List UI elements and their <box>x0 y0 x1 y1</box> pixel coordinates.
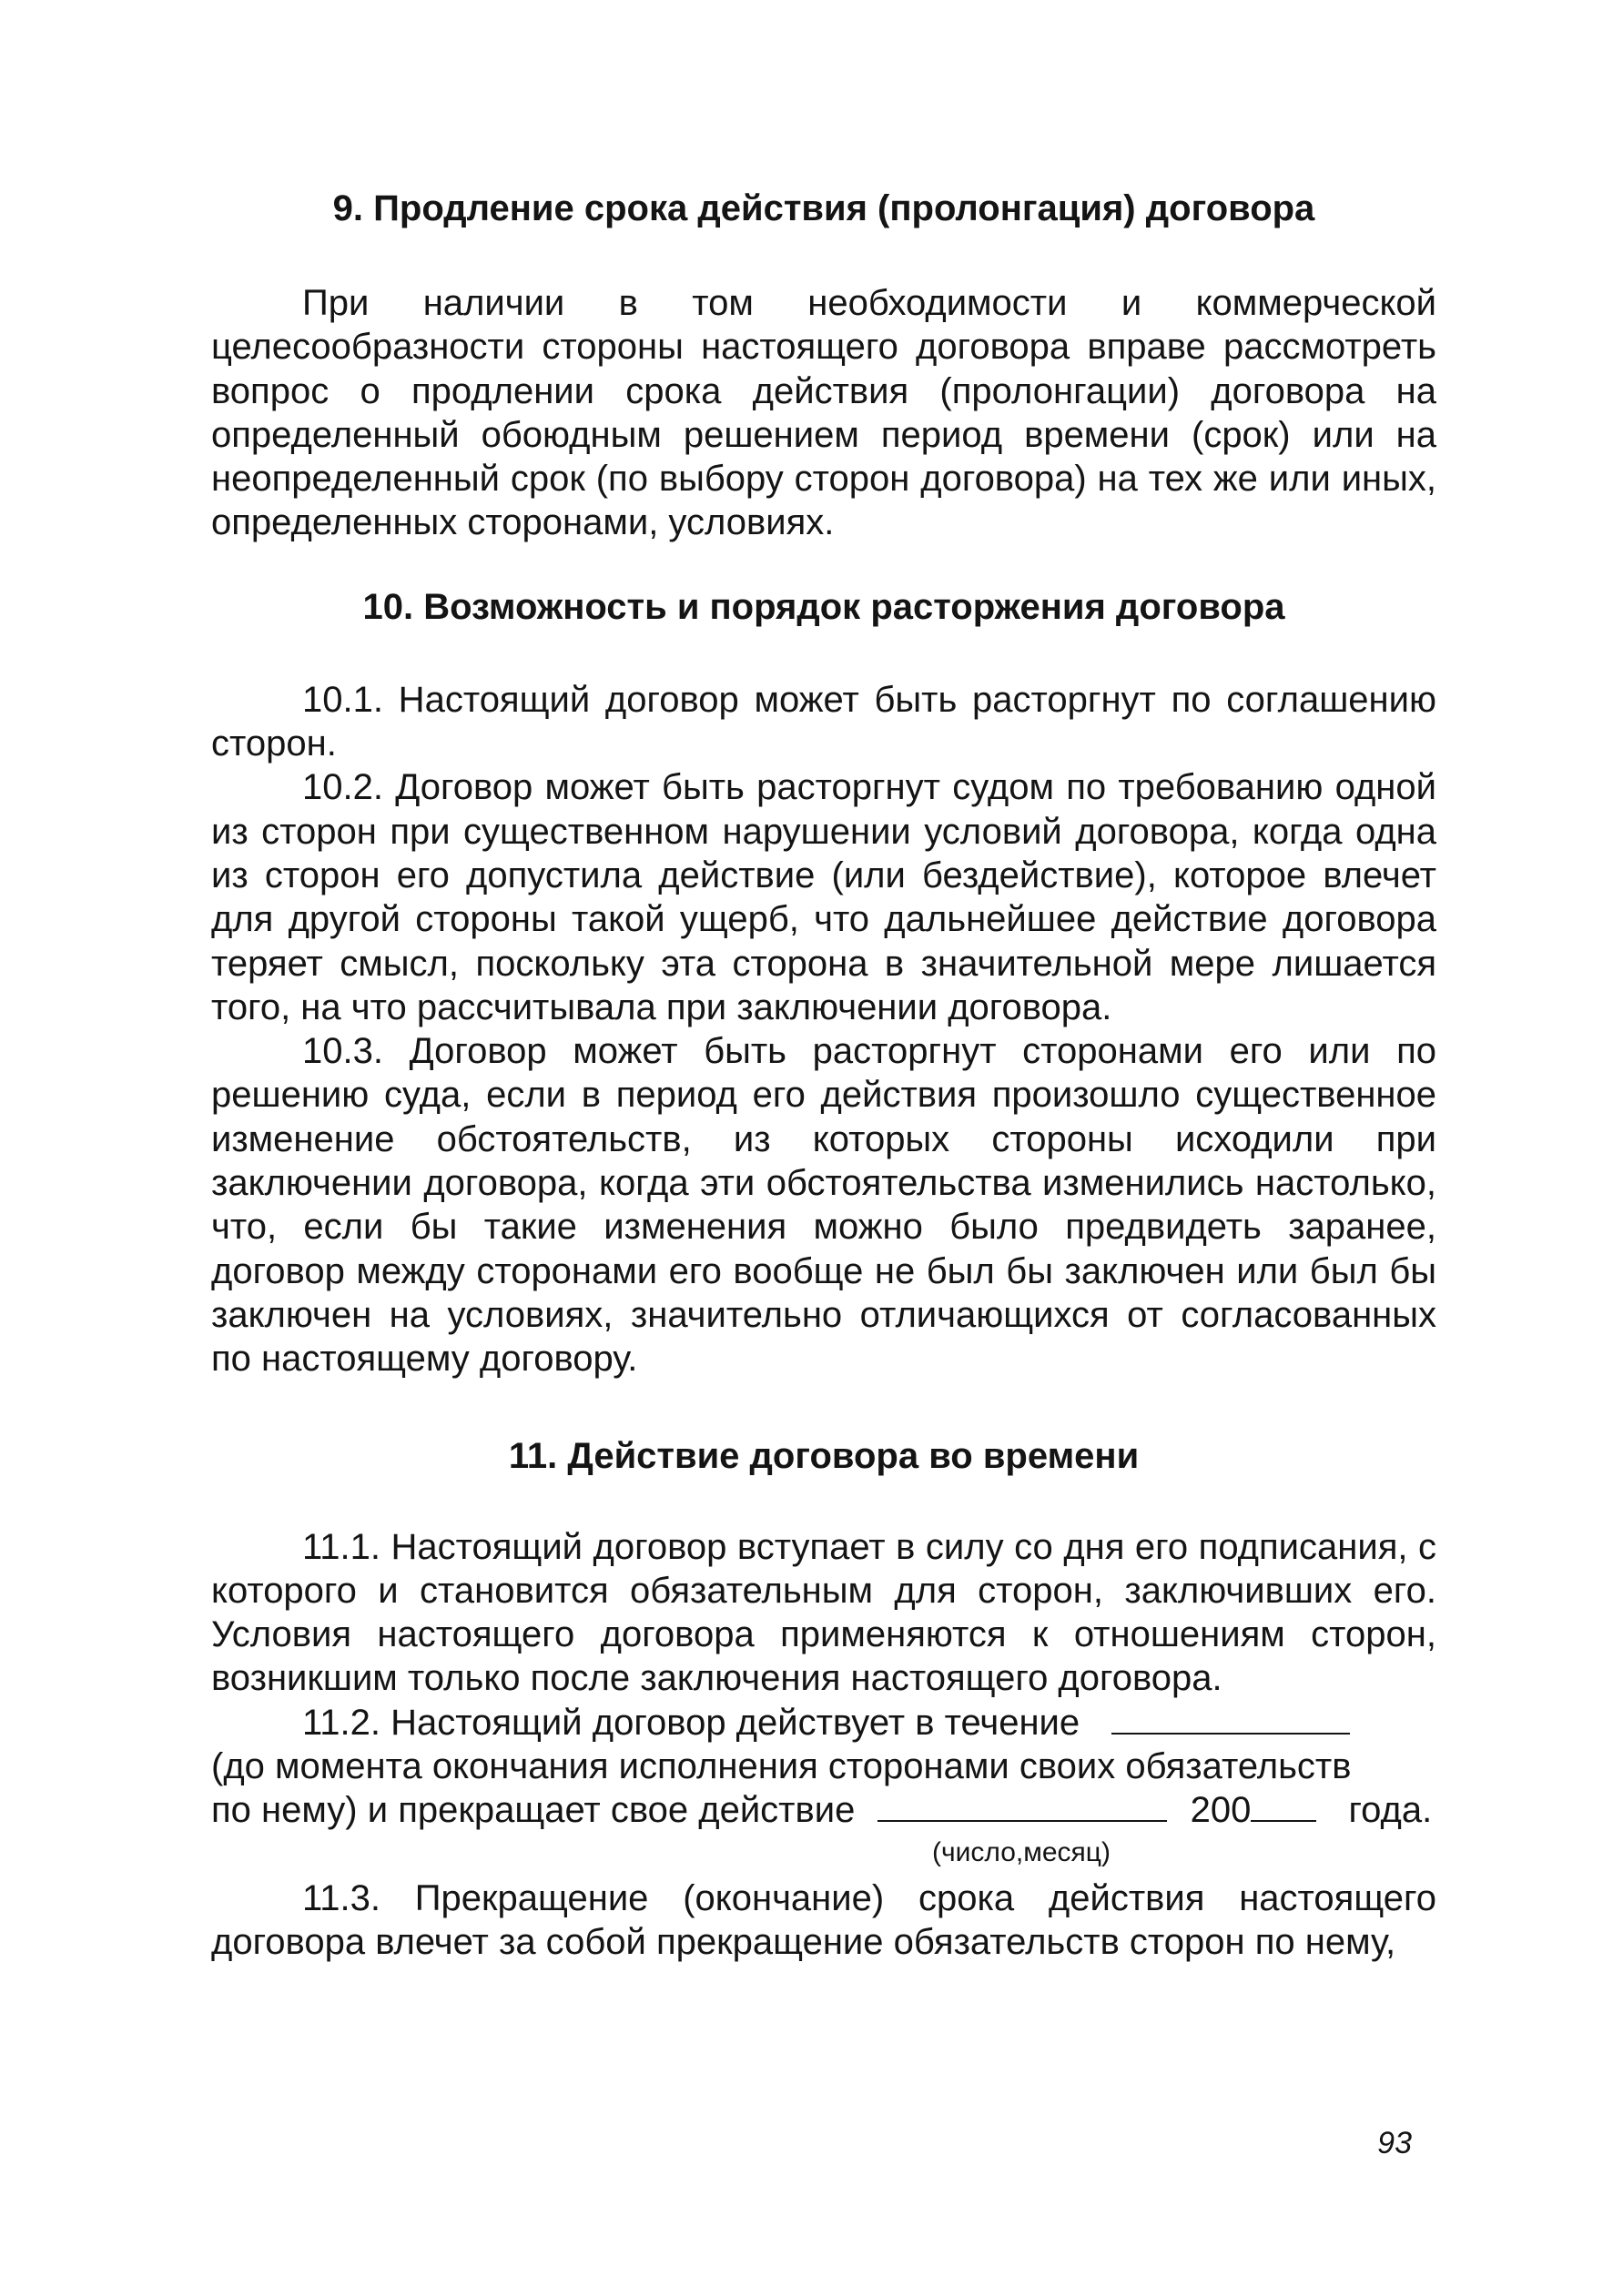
year-blank[interactable] <box>1251 1793 1316 1822</box>
page-number: 93 <box>1377 2126 1412 2160</box>
end-date-blank[interactable] <box>877 1793 1167 1822</box>
clause-11-2-line-3 <box>211 1788 1436 1832</box>
clause-10-2: 10.2. Договор может быть расторгнут судом по требованию одной из сторон при существенном нарушении условий договора, когда одна из сторон его допустила действие (или бездействие), которое влечет для другой стороны такой ущерб, что дальнейшее действие договора теряет смысл, поскольку эта сторона в значительной мере лишается того, на что рассчитывала при заключении договора. <box>211 767 1436 1027</box>
year-prefix: 200 <box>1190 1790 1252 1831</box>
section-9-paragraph: При наличии в том необходимости и коммерческой целесообразности стороны настоящего договора вправе рассмотреть вопрос о продлении срока действия (пролонгации) договора на определенный обоюдным решением период времени (срок) или на неопределенный срок (по выбору сторон договора) на тех же или иных, определенных сторонами, условиях. <box>211 283 1436 543</box>
clause-11-3: 11.3. Прекращение (окончание) срока действия настоящего договора влечет за собой прекращение обязательств сторон по нему, <box>211 1877 1436 1962</box>
clause-11-2-text-1: 11.2. Настоящий договор действует в течение <box>302 1702 1080 1743</box>
section-9-heading: 9. Продление срока действия (пролонгация) договора <box>332 188 1315 228</box>
clause-11-1: 11.1. Настоящий договор вступает в силу со дня его подписания, с которого и становится обязательным для сторон, заключивших его. Условия настоящего договора применяются к отношениям сторон, возникшим только после заключения настоящего договора. <box>211 1526 1436 1699</box>
clause-10-3: 10.3. Договор может быть расторгнут сторонами его или по решению суда, если в период его действия произошло существенное изменение обстоятельств, из которых стороны исходили при заключении договора, когда эти обстоятельства изменились настолько, что, если бы такие изменения можно было предвидеть заранее, договор между сторонами его вообще не был бы заключен или был бы заключен на условиях, значительно отличающихся от согласованных по настоящему договору. <box>211 1031 1436 1380</box>
date-caption: (число,месяц) <box>932 1836 1111 1867</box>
clause-10-1: 10.1. Настоящий договор может быть расторгнут по соглашению сторон. <box>211 679 1436 764</box>
term-duration-blank[interactable] <box>1111 1705 1350 1735</box>
clause-11-2-text-3: по нему) и прекращает свое действие <box>211 1790 856 1831</box>
section-10-heading: 10. Возможность и порядок расторжения договора <box>362 586 1285 627</box>
year-suffix: года. <box>1348 1790 1433 1831</box>
clause-11-2-line-2: (до момента окончания исполнения сторонами своих обязательств <box>211 1746 1352 1787</box>
section-11-heading: 11. Действие договора во времени <box>508 1435 1140 1476</box>
clause-11-2-line-1 <box>211 1701 1436 1745</box>
